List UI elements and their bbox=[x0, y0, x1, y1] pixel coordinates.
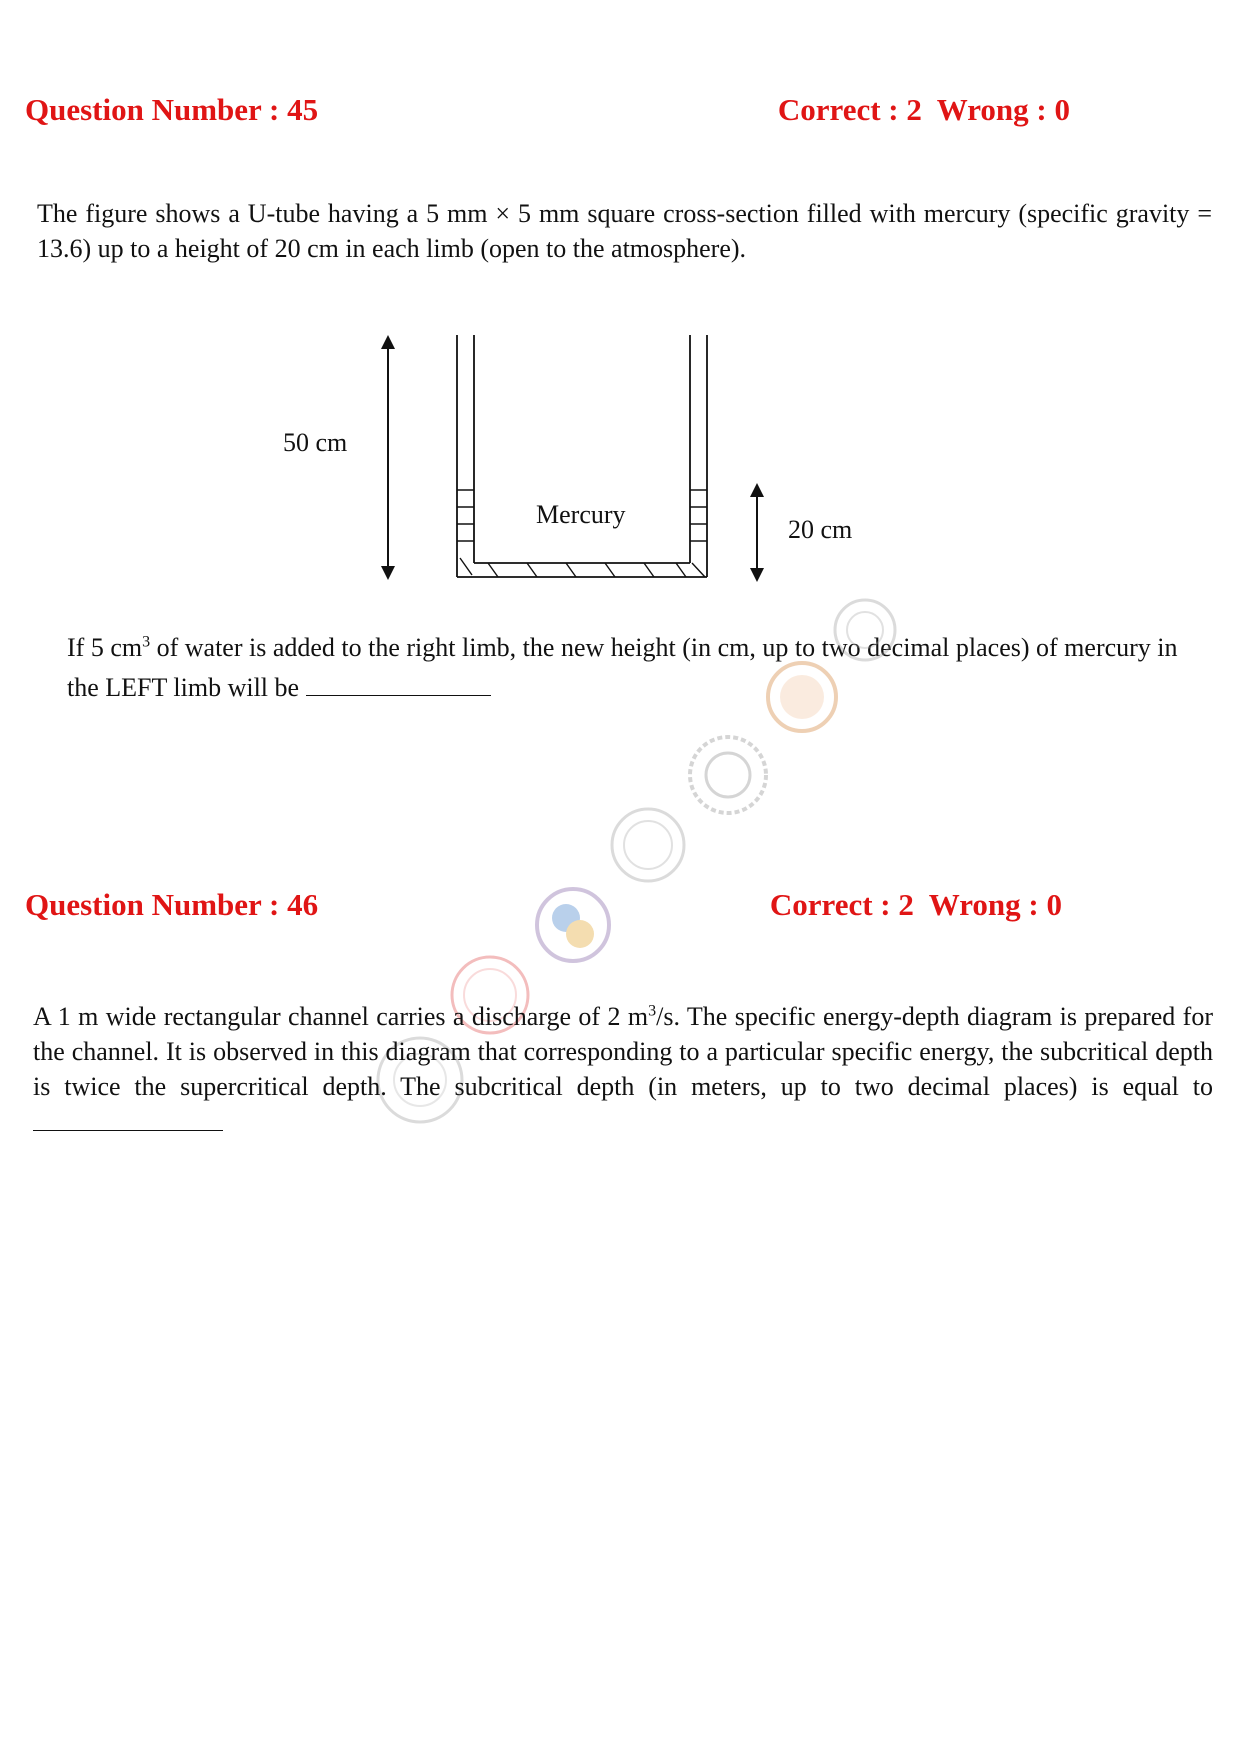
q46-text-start: A 1 m wide rectangular channel carries a discharge of 2 m bbox=[33, 1002, 649, 1031]
answer-blank-46 bbox=[33, 1104, 223, 1131]
q46-superscript: 3 bbox=[648, 1002, 657, 1020]
mercury-label: Mercury bbox=[536, 500, 626, 529]
seal-1-icon bbox=[835, 600, 895, 660]
prompt-text-start: If 5 cm bbox=[67, 633, 143, 662]
height-20cm-label: 20 cm bbox=[788, 515, 853, 544]
question-45-marks: Correct : 2 Wrong : 0 bbox=[777, 92, 1070, 127]
seal-3-icon bbox=[690, 737, 766, 813]
question-46-marks: Correct : 2 Wrong : 0 bbox=[769, 887, 1062, 922]
height-50cm-label: 50 cm bbox=[283, 428, 348, 457]
q46-text-end: /s. The specific energy-depth diagram is prepared for the channel. It is observed in this diagram that corresponding to a particular specific energy, the subcritical depth is twice the supercritical depth. The subcritical depth (in meters, up to two decimal places) is equal to bbox=[33, 1002, 1214, 1101]
prompt-superscript: 3 bbox=[142, 633, 151, 651]
question-45-text: The figure shows a U-tube having a 5 mm × 5 mm square cross-section filled with mercury (specific gravity = 13.6) up to a height of 20 cm in each limb (open to the atmosphere). bbox=[37, 199, 1212, 263]
question-45-number: Question Number : 45 bbox=[25, 92, 319, 127]
prompt-text-end: of water is added to the right limb, the new height (in cm, up to two decimal places) of mercury in the LEFT limb will be bbox=[67, 633, 1178, 702]
question-46-text bbox=[33, 999, 1213, 1140]
seal-4-icon bbox=[612, 809, 684, 881]
question-46-number: Question Number : 46 bbox=[25, 887, 319, 922]
